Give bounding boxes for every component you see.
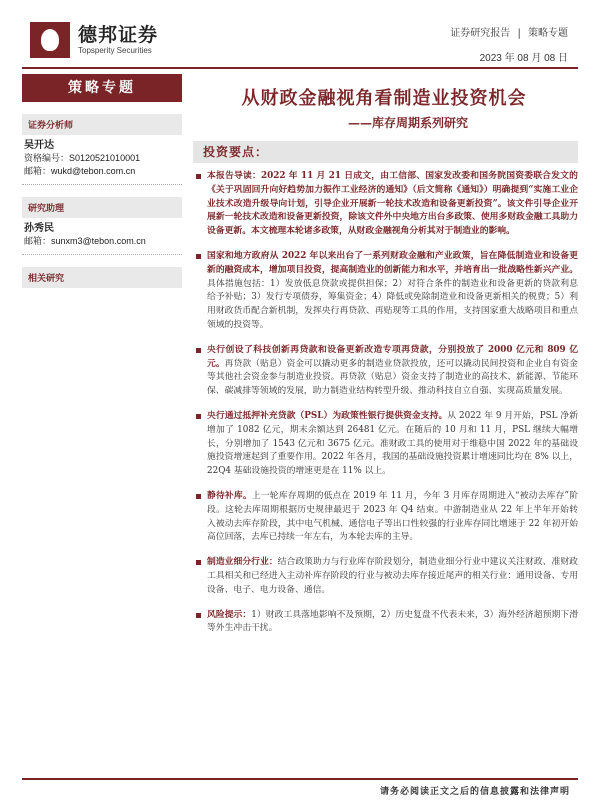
paragraph-lead: 制造业细分行业： [207,557,278,568]
assistant-email[interactable]: sunxm3@tebon.com.cn [51,236,146,246]
highlight-paragraph [193,250,578,333]
logo-chinese-name: 德邦证券 [78,24,159,46]
paragraph-lead: 央行通过抵押补充贷款（PSL）为政策性银行提供资金支持。 [207,410,448,421]
assistant-info [22,218,182,248]
bottom-divider [22,778,578,780]
sidebar-divider [22,184,182,185]
bullet-icon [196,348,201,353]
sidebar-divider [22,254,182,255]
analyst-cert-number: S0120521010001 [69,153,141,163]
header-meta [446,24,568,64]
bullet-icon [196,494,201,499]
analyst-info [22,135,182,178]
title-area [190,84,578,131]
paragraph-lead-cont: 2022 年 11 月 21 日成文，由工信部、国家发改委和国务院国资委联合发文的《关于巩固回升向好趋势加力振作工业经济的通知》（后文简称《通知》）明确提到“实施工业企业技术改造升级导向计划，引导企业开展新一轮技术改造和设备更新投资”。该文件引导企业开展新一轮技术改造和设备更新投资，除该文件外中央地方出台多政策、使用多财政金融工具助力设备更新。本文梳理本轮诸多政策，从财政金融视角分析其对于制造业的影响。 [207,171,578,237]
paragraph-lead: 央行创设了科技创新再贷款和设备更新改造专项再贷款，分别投放了 2000 亿元和 809 亿元。 [207,344,578,369]
report-date: 2023 年 08 月 08 日 [479,53,568,64]
highlights-content [193,170,578,647]
paragraph-body: 上一轮库存周期的低点在 2019 年 11 月，今年 3 月库存周期进入“被动去库存”阶段。这轮去库周期根据历史规律最迟于 2023 年 Q4 结束。中游制造业从 22 年上半年开始转入被动去库存阶段，其中电气机械、通信电子等出口性较强的行业库存同比增速于 22 年初开始高位回落，去库已持续一年左右，为本轮去库的主导。 [207,490,578,543]
logo-emblem-icon [30,22,70,58]
paragraph-lead: 本报告导读： [207,171,261,181]
report-title: 从财政金融视角看制造业投资机会 [241,88,527,109]
bullet-icon [196,254,201,259]
top-divider [22,67,578,69]
bullet-icon [196,613,201,618]
paragraph-body: 再贷款（贴息）资金可以撬动更多的制造业贷款投放，还可以撬动民间投资和企业自有资金等其他社会资金参与制造业投资。再贷款（贴息）资金支持了制造业的高技术、新能源、节能环保、碳减排等领域的发展，助力制造业结构转型升级、推动科技自立自强、实现高质量发展。 [207,358,578,397]
highlight-paragraph [193,344,578,399]
analyst-email-label: 邮箱： [24,166,52,176]
report-subtitle: ——库存周期系列研究 [347,116,468,130]
related-research-heading: 相关研究 [22,267,182,288]
paragraph-lead: 国家和地方政府从 2022 年以来出台了一系列财政金融和产业政策，旨在降低制造业和设备更新的融资成本，增加项目投资，提高制造业的创新能力和水平，并培育出一批战略性新兴产业。 [207,250,578,275]
bullet-icon [196,174,201,179]
paragraph-body: 具体措施包括：1）发放低息贷款或提供担保；2）对符合条件的制造业和设备更新的贷款利息给予补贴；3）发行专项债券，筹集资金；4）降低或免除制造业和设备更新相关的税费；5）利用财政货币配合新机制，发挥央行再贷款、再贴现等工具的作用，支持国家重大战略项目和重点领域的投资等。 [207,278,578,330]
analyst-cert-label: 资格编号： [24,153,70,163]
report-type: 证券研究报告 [450,28,511,39]
bullet-icon [196,560,201,565]
paragraph-lead: 风险提示： [207,609,252,620]
highlight-paragraph [193,410,578,479]
bullet-icon [196,414,201,419]
investment-highlights-bar: 投资要点： [193,141,578,163]
analyst-heading: 证券分析师 [22,114,182,135]
assistant-name: 孙秀民 [24,223,54,234]
paragraph-body: 从 2022 年 9 月开始，PSL 净新增加了 1082 亿元，期末余额达到 26481 亿元。在随后的 10 月和 11 月，PSL 继续大幅增长，分别增加了 1543 亿元和 3675 亿元。准财政工具的使用对于维稳中国 2022 年的基础设施投资增速起到了重要作用。2022 年各月，我国的基础设施投资累计增速同比均在 8% 以上，22Q4 基础设施投资的增速更是在 11% 以上。 [207,410,578,477]
highlight-paragraph [193,170,578,239]
paragraph-body: 1）财政工具落地影响不及预期，2）历史复盘不代表未来，3）海外经济超预期下滑等外生冲击干扰。 [207,609,578,634]
highlight-paragraph [193,490,578,545]
assistant-email-label: 邮箱： [24,236,52,246]
assistant-heading: 研究助理 [22,197,182,218]
highlight-paragraph [193,609,578,637]
report-category: 策略专题 [528,28,568,39]
paragraph-body: 结合政策助力与行业库存阶段划分，制造业细分行业中建议关注财政、准财政工具相关和已经进入主动补库存阶段的行业与被动去库存接近尾声的相关行业：通用设备、专用设备、电子、电力设备、通信。 [207,557,578,595]
paragraph-lead: 静待补库。 [207,490,252,501]
analyst-name: 吴开达 [24,140,54,151]
analyst-email[interactable]: wukd@tebon.com.cn [51,166,136,176]
legal-disclaimer-footer: 请务必阅读正文之后的信息披露和法律声明 [379,787,570,797]
header-separator: | [517,28,521,39]
logo-english-name: Topsperity Securities [78,46,152,55]
highlight-paragraph [193,556,578,597]
sidebar-banner: 策略专题 [22,74,182,102]
sidebar [22,74,182,288]
company-logo [30,22,158,58]
